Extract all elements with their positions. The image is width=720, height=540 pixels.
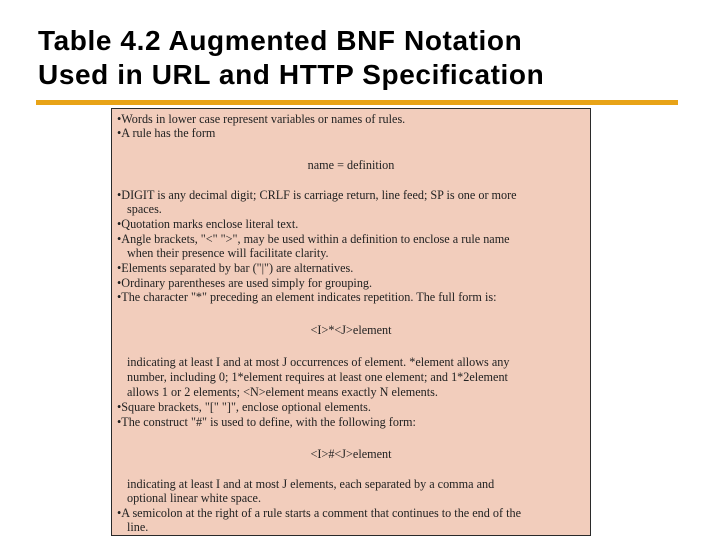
table-line-hash-construct: •The construct "#" is used to define, with the following form:: [117, 415, 416, 429]
slide-title-line-2: Used in URL and HTTP Specification: [38, 59, 545, 90]
table-line-hash-form: <I>#<J>element: [310, 447, 392, 461]
table-line-hash-desc-2: optional linear white space.: [127, 491, 262, 505]
table-line-words-lowercase: •Words in lower case represent variables or names of rules.: [117, 112, 406, 126]
table-line-repetition-desc-2: number, including 0; 1*element requires at least one element; and 1*2element: [127, 370, 508, 384]
table-line-hash-desc-1: indicating at least I and at most J elements, each separated by a comma and: [127, 477, 495, 491]
table-line-square-brackets: •Square brackets, "[" "]", enclose optional elements.: [117, 400, 371, 414]
table-line-semicolon: •A semicolon at the right of a rule starts a comment that continues to the end of the: [117, 506, 521, 520]
bnf-notation-table: [111, 108, 591, 536]
table-line-digit-cont: spaces.: [127, 202, 162, 216]
title-underline-bar: [36, 100, 678, 105]
table-line-angle-brackets-cont: when their presence will facilitate clarity.: [127, 246, 329, 260]
table-line-angle-brackets: •Angle brackets, "<" ">", may be used within a definition to enclose a rule name: [117, 232, 510, 246]
table-line-name-definition: name = definition: [307, 158, 395, 172]
table-line-parentheses: •Ordinary parentheses are used simply for grouping.: [117, 276, 373, 290]
table-line-rule-form: •A rule has the form: [117, 126, 216, 140]
table-line-repetition-form: <I>*<J>element: [310, 323, 392, 337]
table-line-bar: •Elements separated by bar ("|") are alternatives.: [117, 261, 354, 275]
slide-title-line-1: Table 4.2 Augmented BNF Notation: [38, 25, 523, 56]
table-line-repetition-desc-3: allows 1 or 2 elements; <N>element means exactly N elements.: [127, 385, 438, 399]
table-line-quotation: •Quotation marks enclose literal text.: [117, 217, 299, 231]
table-line-digit: •DIGIT is any decimal digit; CRLF is carriage return, line feed; SP is one or more: [117, 188, 517, 202]
table-line-repetition: •The character "*" preceding an element indicates repetition. The full form is:: [117, 290, 497, 304]
slide-title: [38, 24, 698, 92]
table-line-semicolon-cont: line.: [127, 520, 149, 534]
table-line-repetition-desc-1: indicating at least I and at most J occurrences of element. *element allows any: [127, 355, 510, 369]
